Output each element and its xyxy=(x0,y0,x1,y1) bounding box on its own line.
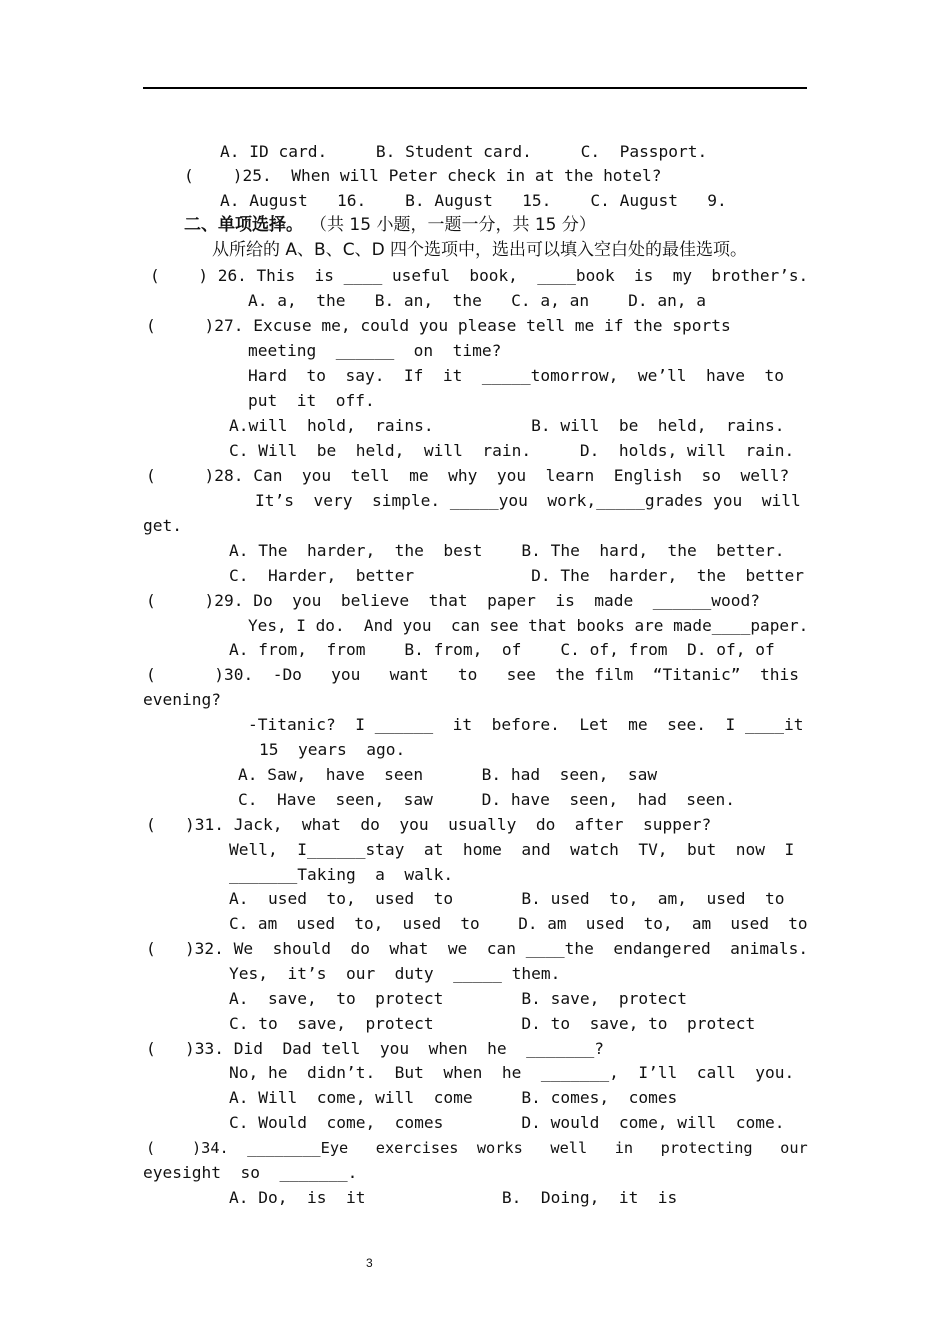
q28-options-cd: C. Harder, better D. The harder, the better xyxy=(229,566,804,585)
q27-line2: meeting ______ on time? xyxy=(248,341,502,360)
q33-line2: No, he didn’t. But when he _______, I’ll call you. xyxy=(229,1063,795,1082)
q33-question: ( )33. Did Dad tell you when he _______? xyxy=(146,1039,605,1058)
section-meta: （共 15 小题，一题一分，共 15 分） xyxy=(310,215,596,235)
q32-options-cd: C. to save, protect D. to save, to protect xyxy=(229,1014,756,1033)
q30-options-cd: C. Have seen, saw D. have seen, had seen. xyxy=(238,790,736,809)
q28-options-ab: A. The harder, the best B. The hard, the better. xyxy=(229,541,785,560)
q26-options: A. a, the B. an, the C. a, an D. an, a xyxy=(248,291,707,310)
q27-question: ( )27. Excuse me, could you please tell me if the sports xyxy=(146,316,731,335)
q29-question: ( )29. Do you believe that paper is made ______wood? xyxy=(146,591,760,610)
q28-line3: get. xyxy=(143,516,182,535)
q30-line3: -Titanic? I ______ it before. Let me see. I ____it xyxy=(248,715,804,734)
q27-line4: put it off. xyxy=(248,391,375,410)
q30-question: ( )30. -Do you want to see the film “Titanic” this xyxy=(146,665,799,684)
q32-question: ( )32. We should do what we can ____the endangered animals. xyxy=(146,939,809,958)
q30-line4: 15 years ago. xyxy=(259,740,406,759)
q26-question: ( ) 26. This is ____ useful book, ____book is my brother’s. xyxy=(150,266,809,285)
header-rule xyxy=(143,87,807,89)
q31-options-cd: C. am used to, used to D. am used to, am used to xyxy=(229,914,808,933)
q25-options: A. August 16. B. August 15. C. August 9. xyxy=(220,191,727,210)
q34-question: ( )34. ________Eye exercises works well in protecting our xyxy=(146,1139,808,1157)
q25-question: ( )25. When will Peter check in at the hotel? xyxy=(184,166,662,185)
page-number: 3 xyxy=(366,1256,373,1270)
q28-question: ( )28. Can you tell me why you learn English so well? xyxy=(146,466,790,485)
q31-question: ( )31. Jack, what do you usually do after supper? xyxy=(146,815,712,834)
q31-line3: _______Taking a walk. xyxy=(229,865,454,884)
q24-options: A. ID card. B. Student card. C. Passport. xyxy=(220,142,708,161)
q27-options-ab: A.will hold, rains. B. will be held, rains. xyxy=(229,416,785,435)
q32-line2: Yes, it’s our duty _____ them. xyxy=(229,964,561,983)
q28-line2: It’s very simple. _____you work,_____grades you will xyxy=(255,491,801,510)
q30-options-ab: A. Saw, have seen B. had seen, saw xyxy=(238,765,658,784)
q27-line3: Hard to say. If it _____tomorrow, we’ll have to xyxy=(248,366,785,385)
q31-options-ab: A. used to, used to B. used to, am, used to xyxy=(229,889,785,908)
q33-options-cd: C. Would come, comes D. would come, will come. xyxy=(229,1113,785,1132)
q30-line2: evening? xyxy=(143,690,221,709)
q33-options-ab: A. Will come, will come B. comes, comes xyxy=(229,1088,678,1107)
q34-options-ab: A. Do, is it B. Doing, it is xyxy=(229,1188,678,1207)
q34-line2: eyesight so _______. xyxy=(143,1163,358,1182)
q31-line2: Well, I______stay at home and watch TV, but now I xyxy=(229,840,795,859)
q29-line2: Yes, I do. And you can see that books are made____paper. xyxy=(248,616,809,635)
section-title: 二、单项选择。 xyxy=(184,215,303,235)
q29-options: A. from, from B. from, of C. of, from D. of, of xyxy=(229,640,775,659)
q32-options-ab: A. save, to protect B. save, protect xyxy=(229,989,688,1008)
q27-options-cd: C. Will be held, will rain. D. holds, will rain. xyxy=(229,441,795,460)
section-instruction: 从所给的 A、B、C、D 四个选项中，选出可以填入空白处的最佳选项。 xyxy=(212,240,748,260)
